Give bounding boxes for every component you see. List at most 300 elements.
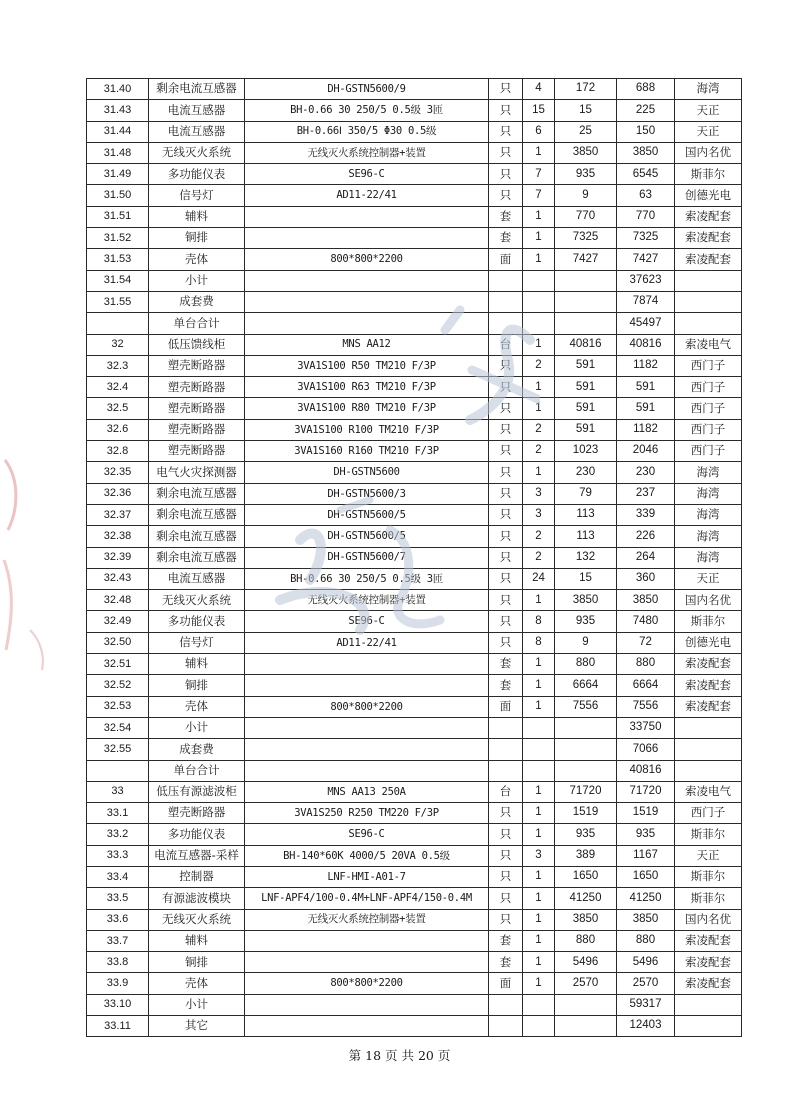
table-row xyxy=(87,100,742,121)
cell-item-number: 32.4 xyxy=(87,377,149,398)
table-row xyxy=(87,142,742,163)
cell-item-name: 其它 xyxy=(149,1016,245,1037)
cell-item-number: 32.3 xyxy=(87,355,149,376)
cell-unit: 套 xyxy=(489,654,523,675)
cell-unit-price: 1519 xyxy=(555,803,617,824)
cell-unit xyxy=(489,291,523,312)
cell-spec xyxy=(245,739,489,760)
cell-item-name: 无线灭火系统 xyxy=(149,142,245,163)
cell-brand: 海湾 xyxy=(675,79,742,100)
cell-brand: 海湾 xyxy=(675,462,742,483)
cell-spec: 3VA1S100 R80 TM210 F/3P xyxy=(245,398,489,419)
cell-brand: 斯菲尔 xyxy=(675,866,742,887)
cell-item-name: 电流互感器 xyxy=(149,121,245,142)
table-row xyxy=(87,441,742,462)
cell-brand: 创德光电 xyxy=(675,185,742,206)
table-row xyxy=(87,909,742,930)
cell-spec xyxy=(245,717,489,738)
cell-spec: LNF-APF4/100-0.4M+LNF-APF4/150-0.4M xyxy=(245,888,489,909)
cell-quantity: 2 xyxy=(523,547,555,568)
cell-total: 237 xyxy=(617,483,675,504)
cell-total: 3850 xyxy=(617,909,675,930)
cell-brand: 国内名优 xyxy=(675,142,742,163)
cell-spec: 3VA1S160 R160 TM210 F/3P xyxy=(245,441,489,462)
cell-quantity: 1 xyxy=(523,803,555,824)
table-row xyxy=(87,611,742,632)
cell-unit: 只 xyxy=(489,568,523,589)
cell-item-number: 31.53 xyxy=(87,249,149,270)
cell-brand: 索凌配套 xyxy=(675,930,742,951)
cell-item-name: 辅料 xyxy=(149,206,245,227)
cell-total: 7066 xyxy=(617,739,675,760)
cell-spec: BH-0.66 30 250/5 0.5级 3匝 xyxy=(245,100,489,121)
cell-total: 2046 xyxy=(617,441,675,462)
cell-total: 7480 xyxy=(617,611,675,632)
table-row xyxy=(87,845,742,866)
cell-unit-price: 15 xyxy=(555,568,617,589)
cell-quantity: 1 xyxy=(523,590,555,611)
cell-spec: 800*800*2200 xyxy=(245,249,489,270)
cell-item-number: 32.55 xyxy=(87,739,149,760)
cell-spec: AD11-22/41 xyxy=(245,632,489,653)
cell-unit-price: 41250 xyxy=(555,888,617,909)
cell-item-number: 33.2 xyxy=(87,824,149,845)
cell-unit-price: 113 xyxy=(555,526,617,547)
cell-item-name: 壳体 xyxy=(149,249,245,270)
cell-item-number: 33.7 xyxy=(87,930,149,951)
cell-unit-price: 880 xyxy=(555,930,617,951)
cell-spec: MNS AA12 xyxy=(245,334,489,355)
cell-brand: 西门子 xyxy=(675,419,742,440)
cell-item-name: 小计 xyxy=(149,994,245,1015)
cell-unit: 只 xyxy=(489,100,523,121)
cell-item-name: 剩余电流互感器 xyxy=(149,526,245,547)
cell-unit xyxy=(489,760,523,781)
table-row xyxy=(87,270,742,291)
cell-unit-price: 71720 xyxy=(555,781,617,802)
cell-item-number: 32.49 xyxy=(87,611,149,632)
cell-item-name: 辅料 xyxy=(149,654,245,675)
cell-brand: 西门子 xyxy=(675,355,742,376)
cell-item-name: 剩余电流互感器 xyxy=(149,79,245,100)
cell-quantity xyxy=(523,291,555,312)
cell-item-number: 31.51 xyxy=(87,206,149,227)
cell-total: 3850 xyxy=(617,590,675,611)
cell-item-name: 塑壳断路器 xyxy=(149,398,245,419)
cell-unit: 只 xyxy=(489,121,523,142)
cell-item-name: 铜排 xyxy=(149,952,245,973)
cell-brand: 斯菲尔 xyxy=(675,611,742,632)
cell-quantity: 24 xyxy=(523,568,555,589)
cell-quantity: 1 xyxy=(523,334,555,355)
cell-item-number: 32.51 xyxy=(87,654,149,675)
cell-brand xyxy=(675,739,742,760)
cell-total: 7874 xyxy=(617,291,675,312)
cell-brand: 斯菲尔 xyxy=(675,888,742,909)
cell-unit: 只 xyxy=(489,632,523,653)
cell-item-name: 剩余电流互感器 xyxy=(149,504,245,525)
cell-unit-price: 230 xyxy=(555,462,617,483)
cell-item-number: 32.36 xyxy=(87,483,149,504)
cell-spec: AD11-22/41 xyxy=(245,185,489,206)
cell-unit-price: 9 xyxy=(555,185,617,206)
table-row xyxy=(87,888,742,909)
cell-brand: 海湾 xyxy=(675,483,742,504)
cell-spec: 800*800*2200 xyxy=(245,973,489,994)
cell-total: 45497 xyxy=(617,313,675,334)
cell-item-name: 信号灯 xyxy=(149,185,245,206)
table-row xyxy=(87,483,742,504)
cell-total: 59317 xyxy=(617,994,675,1015)
cell-brand: 索凌配套 xyxy=(675,249,742,270)
cell-unit: 只 xyxy=(489,79,523,100)
cell-unit-price xyxy=(555,994,617,1015)
cell-quantity: 1 xyxy=(523,142,555,163)
table-row xyxy=(87,717,742,738)
cell-total: 591 xyxy=(617,377,675,398)
cell-total: 770 xyxy=(617,206,675,227)
cell-quantity xyxy=(523,1016,555,1037)
cell-item-number xyxy=(87,760,149,781)
cell-spec: BH-0.66 30 250/5 0.5级 3匝 xyxy=(245,568,489,589)
cell-spec xyxy=(245,206,489,227)
cell-total: 230 xyxy=(617,462,675,483)
cell-unit-price: 7556 xyxy=(555,696,617,717)
table-row xyxy=(87,398,742,419)
cell-item-number: 33.5 xyxy=(87,888,149,909)
table-row xyxy=(87,696,742,717)
cell-quantity xyxy=(523,739,555,760)
cell-unit-price xyxy=(555,1016,617,1037)
cell-unit: 只 xyxy=(489,142,523,163)
cell-total: 264 xyxy=(617,547,675,568)
cell-spec: 3VA1S100 R50 TM210 F/3P xyxy=(245,355,489,376)
cell-item-number: 32.39 xyxy=(87,547,149,568)
table-row xyxy=(87,462,742,483)
cell-unit: 只 xyxy=(489,909,523,930)
cell-quantity: 1 xyxy=(523,249,555,270)
cell-total: 935 xyxy=(617,824,675,845)
cell-item-name: 多功能仪表 xyxy=(149,164,245,185)
cell-unit: 只 xyxy=(489,845,523,866)
cell-unit-price: 3850 xyxy=(555,142,617,163)
cell-brand xyxy=(675,760,742,781)
cell-total: 1519 xyxy=(617,803,675,824)
cell-spec xyxy=(245,1016,489,1037)
table-row xyxy=(87,866,742,887)
cell-item-number: 33.3 xyxy=(87,845,149,866)
cell-item-number: 33.9 xyxy=(87,973,149,994)
cell-spec xyxy=(245,270,489,291)
table-row xyxy=(87,739,742,760)
cell-quantity: 1 xyxy=(523,930,555,951)
table-row xyxy=(87,803,742,824)
cell-total: 7325 xyxy=(617,228,675,249)
cell-unit: 套 xyxy=(489,952,523,973)
cell-item-number: 32.43 xyxy=(87,568,149,589)
cell-quantity: 2 xyxy=(523,526,555,547)
table-row xyxy=(87,504,742,525)
cell-unit: 只 xyxy=(489,441,523,462)
table-row xyxy=(87,973,742,994)
page-number: 第 18 页 共 20 页 xyxy=(348,1048,451,1063)
cell-unit-price: 5496 xyxy=(555,952,617,973)
cell-quantity: 1 xyxy=(523,228,555,249)
cell-item-number: 31.43 xyxy=(87,100,149,121)
cell-spec: MNS AA13 250A xyxy=(245,781,489,802)
table-row xyxy=(87,1016,742,1037)
cell-unit-price: 172 xyxy=(555,79,617,100)
cell-brand: 斯菲尔 xyxy=(675,164,742,185)
cell-item-number: 33.8 xyxy=(87,952,149,973)
table-row xyxy=(87,760,742,781)
cell-unit: 只 xyxy=(489,824,523,845)
cell-unit: 台 xyxy=(489,334,523,355)
cell-unit-price: 3850 xyxy=(555,909,617,930)
cell-item-number: 31.48 xyxy=(87,142,149,163)
table-row xyxy=(87,930,742,951)
cell-item-name: 小计 xyxy=(149,717,245,738)
cell-item-name: 多功能仪表 xyxy=(149,611,245,632)
cell-unit-price: 935 xyxy=(555,164,617,185)
cell-spec xyxy=(245,930,489,951)
cell-brand: 海湾 xyxy=(675,526,742,547)
cell-quantity xyxy=(523,760,555,781)
cell-unit: 只 xyxy=(489,398,523,419)
cell-total: 2570 xyxy=(617,973,675,994)
cell-item-name: 塑壳断路器 xyxy=(149,803,245,824)
cell-unit-price: 3850 xyxy=(555,590,617,611)
cell-unit-price xyxy=(555,291,617,312)
table-row xyxy=(87,164,742,185)
cell-item-name: 塑壳断路器 xyxy=(149,441,245,462)
table-row xyxy=(87,334,742,355)
cell-total: 37623 xyxy=(617,270,675,291)
cell-item-name: 剩余电流互感器 xyxy=(149,483,245,504)
cell-item-name: 成套费 xyxy=(149,291,245,312)
cell-item-name: 铜排 xyxy=(149,228,245,249)
table-row xyxy=(87,547,742,568)
cell-quantity: 1 xyxy=(523,824,555,845)
table-row xyxy=(87,994,742,1015)
table-row xyxy=(87,79,742,100)
table-row xyxy=(87,419,742,440)
cell-spec: DH-GSTN5600/5 xyxy=(245,526,489,547)
cell-item-number: 32.35 xyxy=(87,462,149,483)
cell-brand: 西门子 xyxy=(675,377,742,398)
cell-item-name: 多功能仪表 xyxy=(149,824,245,845)
cell-quantity: 3 xyxy=(523,504,555,525)
cell-unit-price: 770 xyxy=(555,206,617,227)
cell-quantity: 1 xyxy=(523,781,555,802)
cell-quantity xyxy=(523,313,555,334)
table-row xyxy=(87,590,742,611)
cell-total: 40816 xyxy=(617,334,675,355)
cell-item-number: 31.49 xyxy=(87,164,149,185)
cell-unit xyxy=(489,1016,523,1037)
cell-total: 1650 xyxy=(617,866,675,887)
cell-spec xyxy=(245,291,489,312)
cell-total: 33750 xyxy=(617,717,675,738)
cell-spec xyxy=(245,313,489,334)
cell-spec: 3VA1S100 R63 TM210 F/3P xyxy=(245,377,489,398)
cell-unit-price: 591 xyxy=(555,355,617,376)
cell-total: 7556 xyxy=(617,696,675,717)
table-row xyxy=(87,632,742,653)
cell-brand: 天正 xyxy=(675,121,742,142)
cell-quantity: 1 xyxy=(523,398,555,419)
cell-item-number: 33.11 xyxy=(87,1016,149,1037)
cell-item-number: 33.6 xyxy=(87,909,149,930)
cell-item-number: 31.52 xyxy=(87,228,149,249)
cell-total: 5496 xyxy=(617,952,675,973)
cell-quantity: 8 xyxy=(523,632,555,653)
cell-unit xyxy=(489,717,523,738)
cell-quantity: 1 xyxy=(523,696,555,717)
cell-unit: 只 xyxy=(489,526,523,547)
cell-quantity xyxy=(523,270,555,291)
cell-total: 339 xyxy=(617,504,675,525)
cell-brand xyxy=(675,994,742,1015)
cell-item-name: 低压有源滤波柜 xyxy=(149,781,245,802)
cell-quantity: 1 xyxy=(523,909,555,930)
cell-unit xyxy=(489,270,523,291)
cell-unit: 只 xyxy=(489,483,523,504)
table-row xyxy=(87,206,742,227)
table-row xyxy=(87,291,742,312)
cell-total: 226 xyxy=(617,526,675,547)
cell-brand: 天正 xyxy=(675,100,742,121)
cell-unit: 只 xyxy=(489,888,523,909)
cell-total: 63 xyxy=(617,185,675,206)
cell-item-number: 31.40 xyxy=(87,79,149,100)
cell-quantity: 1 xyxy=(523,675,555,696)
cell-quantity: 6 xyxy=(523,121,555,142)
cell-total: 360 xyxy=(617,568,675,589)
cell-unit xyxy=(489,313,523,334)
cell-unit: 只 xyxy=(489,611,523,632)
cell-unit: 只 xyxy=(489,462,523,483)
table-row xyxy=(87,185,742,206)
cell-item-name: 塑壳断路器 xyxy=(149,355,245,376)
cell-brand: 海湾 xyxy=(675,504,742,525)
cell-brand: 索凌配套 xyxy=(675,228,742,249)
cell-total: 688 xyxy=(617,79,675,100)
cell-item-number: 31.44 xyxy=(87,121,149,142)
cell-brand xyxy=(675,270,742,291)
cell-unit-price: 79 xyxy=(555,483,617,504)
cell-spec: SE96-C xyxy=(245,611,489,632)
cell-item-name: 辅料 xyxy=(149,930,245,951)
cell-unit-price: 389 xyxy=(555,845,617,866)
cell-spec: 800*800*2200 xyxy=(245,696,489,717)
cell-item-name: 壳体 xyxy=(149,696,245,717)
cell-item-name: 单台合计 xyxy=(149,760,245,781)
cell-quantity xyxy=(523,994,555,1015)
cell-spec: DH-GSTN5600 xyxy=(245,462,489,483)
cell-quantity: 15 xyxy=(523,100,555,121)
cell-total: 880 xyxy=(617,930,675,951)
cell-item-number: 32.52 xyxy=(87,675,149,696)
cell-spec: BH-0.66Ⅰ 350/5 Φ30 0.5级 xyxy=(245,121,489,142)
cell-unit: 套 xyxy=(489,206,523,227)
cell-item-name: 无线灭火系统 xyxy=(149,909,245,930)
cell-total: 12403 xyxy=(617,1016,675,1037)
cell-unit: 只 xyxy=(489,185,523,206)
cell-total: 40816 xyxy=(617,760,675,781)
cell-item-name: 低压馈线柜 xyxy=(149,334,245,355)
cell-quantity: 2 xyxy=(523,419,555,440)
cell-quantity: 8 xyxy=(523,611,555,632)
table-row xyxy=(87,654,742,675)
cell-spec xyxy=(245,228,489,249)
cell-unit-price xyxy=(555,717,617,738)
cell-brand: 海湾 xyxy=(675,547,742,568)
cell-brand: 西门子 xyxy=(675,441,742,462)
cell-unit-price: 40816 xyxy=(555,334,617,355)
cell-item-number: 32.54 xyxy=(87,717,149,738)
cell-brand xyxy=(675,1016,742,1037)
table-row xyxy=(87,526,742,547)
cell-spec: LNF-HMI-A01-7 xyxy=(245,866,489,887)
cell-brand: 索凌配套 xyxy=(675,973,742,994)
cell-unit-price: 25 xyxy=(555,121,617,142)
cell-spec: SE96-C xyxy=(245,824,489,845)
cell-brand: 国内名优 xyxy=(675,909,742,930)
cell-brand: 索凌电气 xyxy=(675,781,742,802)
cell-spec: DH-GSTN5600/7 xyxy=(245,547,489,568)
cell-quantity: 7 xyxy=(523,185,555,206)
cell-total: 225 xyxy=(617,100,675,121)
table-row xyxy=(87,228,742,249)
cell-quantity: 1 xyxy=(523,206,555,227)
cell-total: 1182 xyxy=(617,419,675,440)
table-row xyxy=(87,781,742,802)
cell-unit-price: 591 xyxy=(555,377,617,398)
cell-item-name: 剩余电流互感器 xyxy=(149,547,245,568)
cell-quantity: 1 xyxy=(523,462,555,483)
cell-item-name: 无线灭火系统 xyxy=(149,590,245,611)
cell-spec: 无线灭火系统控制器+装置 xyxy=(245,590,489,611)
cell-brand: 西门子 xyxy=(675,803,742,824)
cell-brand: 索凌配套 xyxy=(675,952,742,973)
cell-item-number: 32.53 xyxy=(87,696,149,717)
cell-brand: 创德光电 xyxy=(675,632,742,653)
cell-unit: 只 xyxy=(489,547,523,568)
cell-quantity xyxy=(523,717,555,738)
cell-item-name: 有源滤波模块 xyxy=(149,888,245,909)
cell-item-name: 电气火灾探测器 xyxy=(149,462,245,483)
cell-spec: 无线灭火系统控制器+装置 xyxy=(245,142,489,163)
cell-item-number: 32.5 xyxy=(87,398,149,419)
cell-quantity: 4 xyxy=(523,79,555,100)
cell-item-number: 31.50 xyxy=(87,185,149,206)
cell-brand: 国内名优 xyxy=(675,590,742,611)
cell-quantity: 1 xyxy=(523,952,555,973)
cell-spec: 无线灭火系统控制器+装置 xyxy=(245,909,489,930)
cell-item-number: 33 xyxy=(87,781,149,802)
cell-unit-price: 7427 xyxy=(555,249,617,270)
cell-total: 71720 xyxy=(617,781,675,802)
cell-item-number: 32 xyxy=(87,334,149,355)
cell-spec: 3VA1S100 R100 TM210 F/3P xyxy=(245,419,489,440)
cell-unit: 只 xyxy=(489,504,523,525)
table-body xyxy=(87,79,742,1037)
table-row xyxy=(87,355,742,376)
cell-unit-price: 7325 xyxy=(555,228,617,249)
cell-quantity: 7 xyxy=(523,164,555,185)
cell-total: 72 xyxy=(617,632,675,653)
